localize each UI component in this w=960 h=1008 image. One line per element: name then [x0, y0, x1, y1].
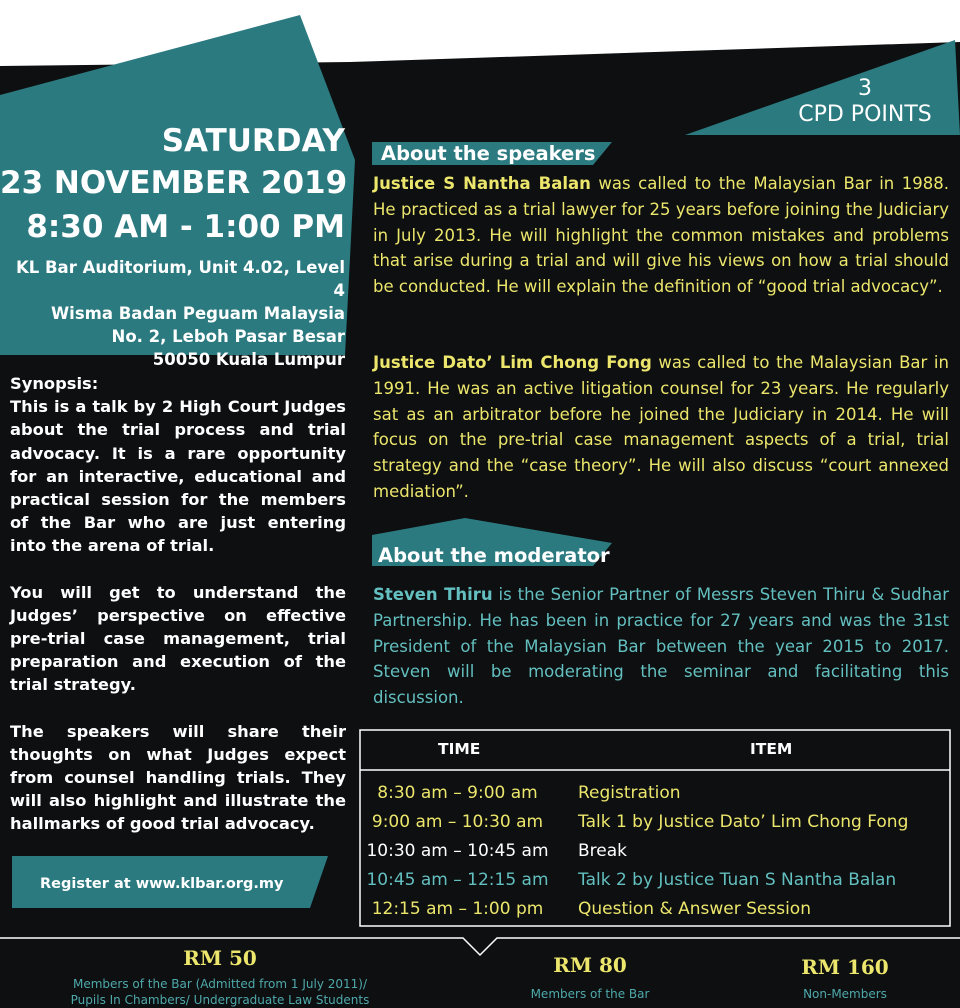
event-time: 8:30 AM - 1:00 PM — [26, 209, 345, 245]
speaker-bio-text: was called to the Malaysian Bar in 1991. He was an active litigation counsel for 23 years. He regularly sat as an arbitrator before he joined the Judiciary in 2014. He will focus on the pre-trial case management aspects of a trial, trial strategy and the “case theory”. He will also discuss “court annexed mediation”. — [373, 353, 949, 501]
register-link[interactable]: Register at www.klbar.org.my — [40, 876, 284, 892]
speaker-name: Justice S Nantha Balan — [373, 174, 591, 193]
schedule-row — [360, 808, 950, 837]
schedule-time: 10:45 am – 12:15 am — [366, 870, 549, 890]
price-tier-2: RM 80 — [553, 953, 627, 977]
speakers-title: About the speakers — [381, 142, 596, 165]
event-day: SATURDAY — [161, 123, 345, 159]
synopsis-paragraph: This is a talk by 2 High Court Judges about the trial process and trial advocacy. It is a rare opportunity for an interactive, educational and practical session for the members of the Bar who are just entering into the arena of trial. — [10, 397, 346, 556]
venue-line: No. 2, Leboh Pasar Besar — [111, 327, 345, 346]
moderator-title: About the moderator — [378, 544, 610, 567]
schedule-time: 10:30 am – 10:45 am — [366, 841, 549, 861]
synopsis-title: Synopsis: — [10, 374, 99, 393]
venue-line: 50050 Kuala Lumpur — [152, 350, 345, 369]
synopsis — [10, 372, 346, 859]
schedule-time: 9:00 am – 10:30 am — [371, 812, 544, 832]
speaker-bio — [373, 350, 949, 505]
speaker-name: Justice Dato’ Lim Chong Fong — [373, 353, 652, 372]
event-venue — [0, 256, 345, 371]
venue-line: Wisma Badan Peguam Malaysia — [50, 304, 345, 323]
price-tier-1-desc: Members of the Bar (Admitted from 1 July 2011)/ — [72, 977, 368, 991]
price-tier-1-desc2: Pupils In Chambers/ Undergraduate Law Students — [70, 993, 370, 1007]
schedule-time: 8:30 am – 9:00 am — [377, 783, 538, 803]
speaker-bio — [373, 171, 949, 300]
schedule-row — [360, 779, 950, 808]
moderator-bio — [373, 582, 949, 711]
schedule-time: 12:15 am – 1:00 pm — [371, 899, 544, 919]
cpd-points — [780, 76, 950, 128]
schedule-item: Break — [578, 841, 627, 861]
price-tier-2-desc: Members of the Bar — [530, 987, 650, 1001]
schedule-header-item: ITEM — [750, 740, 793, 758]
price-tier-1: RM 50 — [183, 946, 257, 970]
top-white-band — [0, 0, 960, 66]
cpd-label: CPD POINTS — [798, 102, 932, 127]
price-tier-3-desc: Non-Members — [803, 987, 887, 1001]
synopsis-paragraph: You will get to understand the Judges’ perspective on effective pre-trial case management, trial preparation and execution of the trial strategy. — [10, 582, 346, 695]
venue-line: KL Bar Auditorium, Unit 4.02, Level 4 — [15, 258, 345, 300]
schedule-row — [360, 837, 950, 866]
schedule-header-time: TIME — [438, 740, 481, 758]
schedule-item: Registration — [578, 783, 681, 803]
moderator-name: Steven Thiru — [373, 585, 493, 604]
moderator-bio-text: is the Senior Partner of Messrs Steven Thiru & Sudhar Partnership. He has been in practice for 27 years and was the 31st President of the Malaysian Bar between the year 2015 to 2017. Steven will be moderating the seminar and facilitating this discussion. — [373, 585, 949, 708]
moderator-peak — [372, 518, 612, 543]
speaker-bio-text: was called to the Malaysian Bar in 1988. He practiced as a trial lawyer for 25 years before joining the Judiciary in July 2013. He will highlight the common mistakes and problems that arise during a trial and will give his views on how a trial should be conducted. He will explain the definition of “good trial advocacy”. — [373, 174, 949, 297]
schedule-row — [360, 866, 950, 895]
event-date-block — [0, 120, 348, 371]
synopsis-paragraph: The speakers will share their thoughts on what Judges expect from counsel handling trials. They will also highlight and illustrate the hallmarks of good trial advocacy. — [10, 721, 346, 834]
schedule-item: Talk 1 by Justice Dato’ Lim Chong Fong — [578, 812, 909, 832]
price-tier-3: RM 160 — [801, 955, 889, 979]
cpd-number: 3 — [858, 76, 872, 101]
schedule-row — [360, 895, 950, 924]
event-date: 23 NOVEMBER 2019 — [0, 165, 348, 201]
schedule-item: Talk 2 by Justice Tuan S Nantha Balan — [578, 870, 897, 890]
schedule-item: Question & Answer Session — [578, 899, 811, 919]
